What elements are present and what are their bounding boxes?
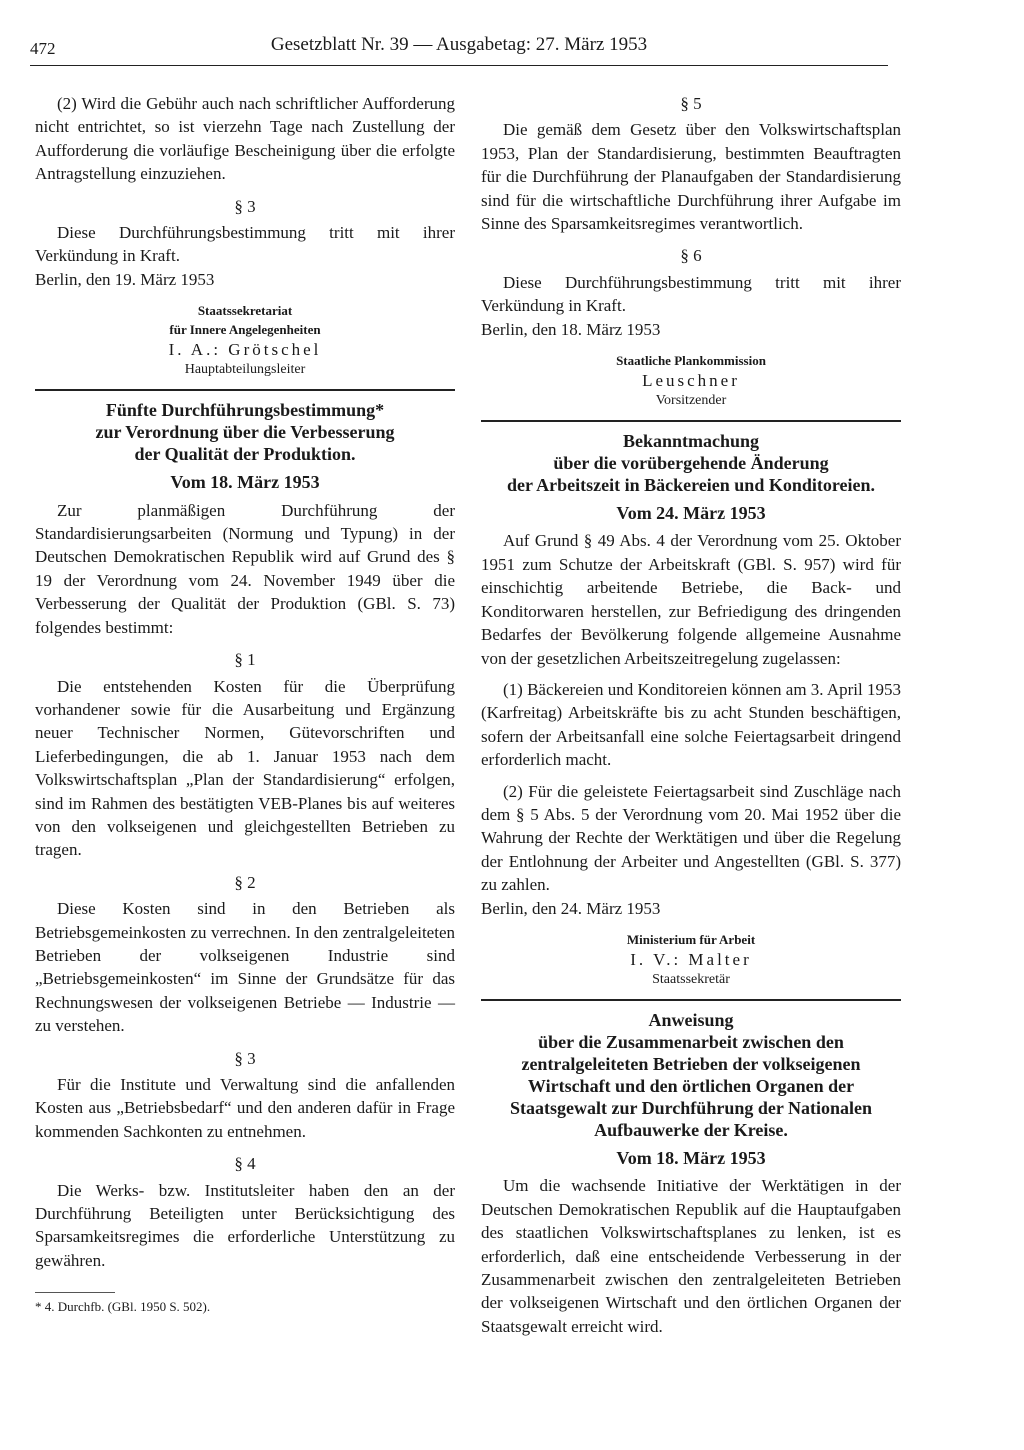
section-heading: § 1 [234,650,256,670]
signature: Leuschner [642,371,740,391]
carry-over-paragraph: (2) Wird die Gebühr auch nach schriftlicher Aufforderung nicht entrichtet, so ist vierzehn Tage nach Zustellung der Aufforderung die vorläufige Bescheinigung über die erfolgte Antragstellung einzuziehen. [35,94,455,184]
regulation-title: zur Verordnung über die Verbesserung [95,422,395,443]
section-text: Die Werks- bzw. Institutsleiter haben den an der Durchführung Beteiligten unter Berücksichtigung des Sparsamkeitsregimes die erforderliche Unterstützung zu gewähren. [35,1180,455,1270]
section-heading: § 6 [680,246,702,266]
regulation-title: der Qualität der Produktion. [134,444,356,465]
issuer-name: für Innere Angelegenheiten [169,322,321,338]
signer-title: Vorsitzender [655,393,727,409]
instruction-subtitle: über die Zusammenarbeit zwischen den zentralgeleiteten Betrieben der volkseigenen Wirtschaft und den örtlichen Organen der Staatsgewalt zur Durchführung der Nationalen Aufbauwerke der Kreise. [509,1031,873,1140]
section-divider [481,999,901,1001]
notice-title: über die vorübergehende Änderung [553,453,829,474]
section-heading: § 5 [680,94,702,113]
notice-intro: Auf Grund § 49 Abs. 4 der Verordnung vom 25. Oktober 1951 zum Schutze der Arbeitskraft (GBl. S. 957) wird für einschichtig arbeitende Betriebe, die Back- und Konditorwaren herstellen, zur Befriedigung des dringenden Bedarfes der Bevölkerung folgende allgemeine Ausnahme von der gesetzlichen Arbeitszeitregelung zugelassen: [481,531,901,668]
notice-paragraph: (1) Bäckereien und Konditoreien können am 3. April 1953 (Karfreitag) Arbeitskräfte bis zu acht Stunden beschäftigen, sofern der Arbeitsanfall eine solche Feiertagsarbeit dringend erforderlich macht. [481,679,901,770]
notice-paragraph: (2) Für die geleistete Feiertagsarbeit sind Zuschläge nach dem § 5 Abs. 5 der Verordnung vom 20. Mai 1952 über die Wahrung der Rechte der Werktätigen und über die Regelung der Entlohnung der Arbeiter und Angestellten (GBl. S. 377) zu zahlen. [481,781,901,895]
section-divider [481,420,901,422]
left-column [35,92,455,1315]
footnote: * 4. Durchfb. (GBl. 1950 S. 502). [35,1299,211,1315]
section-heading: § 3 [234,196,256,216]
signature: I. A.: Grötschel [168,340,322,360]
regulation-date: Vom 18. März 1953 [170,472,320,493]
signer-title: Hauptabteilungsleiter [184,362,306,378]
place-date: Berlin, den 24. März 1953 [481,898,661,918]
section-text: Diese Durchführungsbestimmung tritt mit ihrer Verkündung in Kraft. [35,223,455,266]
signer-title: Staatssekretär [652,971,730,987]
place-date: Berlin, den 18. März 1953 [481,319,661,339]
regulation-intro: Zur planmäßigen Durchführung der Standardisierungsarbeiten (Normung und Typung) in der Deutschen Demokratischen Republik wird auf Grund des § 19 der Verordnung vom 24. November 1949 über die Verbesserung der Qualität der Produktion (GBl. S. 73) folgendes bestimmt: [35,500,455,637]
section-text: Für die Institute und Verwaltung sind die anfallenden Kosten aus „Betriebsbedarf“ und den anderen dafür in Frage kommenden Sachkonten zu entnehmen. [35,1075,455,1141]
notice-title: Bekanntmachung [622,431,760,452]
header-rule [30,65,888,66]
gazette-title: Gesetzblatt Nr. 39 — Ausgabetag: 27. März 1953 [270,34,648,55]
instruction-title: Anweisung [648,1009,734,1030]
section-divider [35,389,455,391]
issuer-name: Staatssekretariat [197,303,293,319]
section-text: Diese Durchführungsbestimmung tritt mit ihrer Verkündung in Kraft. [481,272,901,316]
instruction-text: Um die wachsende Initiative der Werktätigen in der Deutschen Demokratischen Republik auf die Hauptaufgaben des staatlichen Volkswirtschaftsplanes zu lenken, ist es erforderlich, daß eine entscheidende Verbesserung in der Zusammenarbeit zwischen den zentralgeleiteten Betrieben der volkseigenen Wirtschaft und den örtlichen Organen der Staatsgewalt erreicht wird. [481,1176,901,1336]
section-text: Die gemäß dem Gesetz über den Volkswirtschaftsplan 1953, Plan der Standardisierung, bestimmten Beauftragten für die Durchführung der Planaufgaben der Standardisierung sind für die wirtschaftliche Durchführung ihrer Aufgabe im Sinne des Sparsamkeitsregimes verantwortlich. [481,120,901,234]
issuer-name: Staatliche Plankommission [616,353,766,369]
notice-date: Vom 24. März 1953 [616,503,766,524]
right-column [481,92,901,1338]
page-header [30,30,888,66]
instruction-date: Vom 18. März 1953 [616,1147,766,1168]
section-text: Diese Kosten sind in den Betrieben als Betriebsgemeinkosten zu verrechnen. In den zentralgeleiteten Betrieben der volkseigenen Industrie sind „Betriebsgemeinkosten“ im Sinne der Grundsätze für das Rechnungswesen der volkseigenen Betriebe — Industrie — zu verstehen. [35,899,455,1036]
place-date: Berlin, den 19. März 1953 [35,269,215,289]
section-heading: § 3 [234,1048,256,1068]
section-heading: § 2 [234,872,256,892]
page-number: 472 [30,39,56,58]
section-text: Die entstehenden Kosten für die Überprüfung vorhandener sowie für die Ausarbeitung und Ergänzung neuer Technischer Normen, Gütevorschriften und Lieferbedingungen, die ab 1. Januar 1953 nach dem Volkswirtschaftsplan „Plan der Standardisierung“ erfolgen, sind im Rahmen des bestätigten VEB-Planes bis auf weiteres von den volkseigenen und gleichgestellten Betrieben zu tragen. [35,676,455,860]
issuer-name: Ministerium für Arbeit [626,931,756,947]
footnote-rule [35,1292,115,1293]
notice-title: der Arbeitszeit in Bäckereien und Konditoreien. [507,475,875,496]
signature: I. V.: Malter [630,949,752,969]
regulation-title: Fünfte Durchführungsbestimmung* [105,400,385,421]
section-heading: § 4 [234,1154,256,1174]
